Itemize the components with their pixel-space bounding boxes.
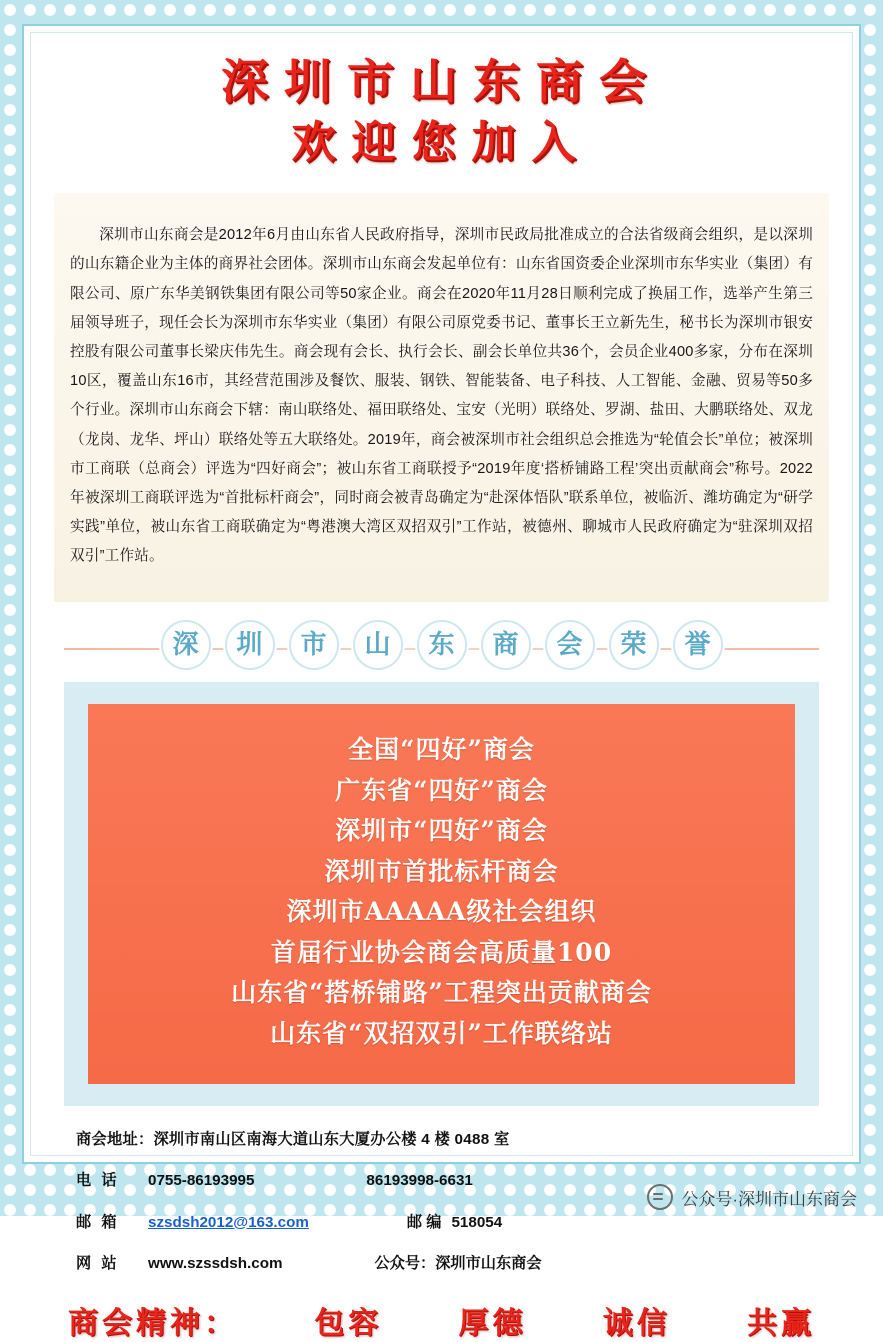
honor-banner-char: 商 — [481, 620, 531, 670]
email-label: 邮 箱 — [76, 1213, 120, 1231]
honor-item: 深圳市“四好”商会 — [335, 816, 548, 846]
contact-row-email — [76, 1211, 807, 1235]
phone-value: 0755-86193995 — [148, 1172, 255, 1190]
poster-title-block — [42, 40, 841, 175]
spirit-line — [68, 1298, 815, 1342]
honor-list-panel — [64, 682, 819, 1106]
poster-title-line-1: 深圳市山东商会 — [221, 55, 662, 110]
honor-banner-char: 誉 — [673, 620, 723, 670]
honor-item: 深圳市首批标杆商会 — [324, 856, 559, 886]
honor-banner — [64, 620, 819, 676]
postcode-label: 邮 编 — [406, 1213, 442, 1231]
email-link[interactable]: szsdsh2012@163.com — [148, 1213, 309, 1231]
wechat-label: 公众号： — [374, 1255, 436, 1273]
honor-list-box — [88, 704, 795, 1084]
poster-inner-frame — [22, 24, 861, 1342]
contact-row-website — [76, 1252, 807, 1276]
honor-item: 广东省“四好”商会 — [335, 775, 548, 805]
honor-banner-char: 会 — [545, 620, 595, 670]
address-value: 深圳市南山区南海大道山东大厦办公楼 4 楼 0488 室 — [153, 1131, 510, 1149]
phone-value-secondary: 86193998-6631 — [366, 1172, 473, 1190]
website-label: 网 站 — [76, 1255, 120, 1273]
honor-item: 山东省“双招双引”工作联络站 — [270, 1018, 613, 1048]
spirit-word: 包容 — [314, 1306, 383, 1342]
honor-banner-char: 圳 — [225, 620, 275, 670]
honor-banner-char: 东 — [417, 620, 467, 670]
honor-item: 深圳市AAAAA级社会组织 — [286, 897, 597, 927]
honor-item: 山东省“搭桥铺路”工程突出贡献商会 — [231, 978, 652, 1008]
honor-banner-char: 深 — [161, 620, 211, 670]
website-value: www.szssdsh.com — [148, 1255, 283, 1273]
honor-item: 全国“四好”商会 — [348, 735, 535, 765]
wechat-official-account-icon — [647, 1184, 673, 1210]
spirit-word: 厚德 — [458, 1306, 527, 1342]
phone-label: 电 话 — [76, 1172, 120, 1190]
footer-official-account — [647, 1184, 857, 1210]
honor-item: 首届行业协会商会高质量100 — [270, 937, 613, 967]
address-label: 商会地址： — [76, 1131, 154, 1149]
spirit-word: 共赢 — [747, 1306, 815, 1342]
poster-title-line-2: 欢迎您加入 — [291, 117, 592, 169]
intro-section — [54, 193, 829, 602]
honor-banner-characters — [153, 620, 731, 670]
honor-banner-char: 荣 — [609, 620, 659, 670]
wechat-value: 深圳市山东商会 — [435, 1255, 542, 1273]
footer-text: 公众号·深圳市山东商会 — [681, 1189, 857, 1209]
contact-row-address — [76, 1128, 807, 1152]
honor-banner-char: 山 — [353, 620, 403, 670]
honor-banner-char: 市 — [289, 620, 339, 670]
intro-paragraph: 深圳市山东商会是2012年6月由山东省人民政府指导，深圳市民政局批准成立的合法省级商会组织，是以深圳的山东籍企业为主体的商界社会团体。深圳市山东商会发起单位有：山东省国资委企业深圳市东华实业（集团）有限公司、原广东华美钢铁集团有限公司等50家企业。商会在2020年11月28日顺利完成了换届工作，选举产生第三届领导班子，现任会长为深圳市东华实业（集团）有限公司原党委书记、董事长王立新先生，秘书长为深圳市银安控股有限公司董事长梁庆伟先生。商会现有会长、执行会长、副会长单位共36个，会员企业400多家，分布在深圳10区，覆盖山东16市，其经营范围涉及餐饮、服装、钢铁、智能装备、电子科技、人工智能、金融、贸易等50多个行业。深圳市山东商会下辖：南山联络处、福田联络处、宝安（光明）联络处、罗湖、盐田、大鹏联络处、双龙（龙岗、龙华、坪山）联络处等五大联络处。2019年，商会被深圳市社会组织总会推选为“轮值会长”单位；被深圳市工商联（总商会）评选为“四好商会”；被山东省工商联授予“2019年度‘搭桥铺路工程’突出贡献商会”称号。2022年被深圳工商联评选为“首批标杆商会”，同时商会被青岛确定为“赴深体悟队”联系单位，被临沂、潍坊确定为“研学实践”单位，被山东省工商联确定为“粤港澳大湾区双招双引”工作站，被德州、聊城市人民政府确定为“驻深圳双招双引”工作站。 — [70, 227, 813, 565]
postcode-value: 518054 — [451, 1213, 503, 1231]
spirit-label: 商会精神： — [68, 1306, 238, 1342]
spirit-word: 诚信 — [602, 1306, 671, 1342]
